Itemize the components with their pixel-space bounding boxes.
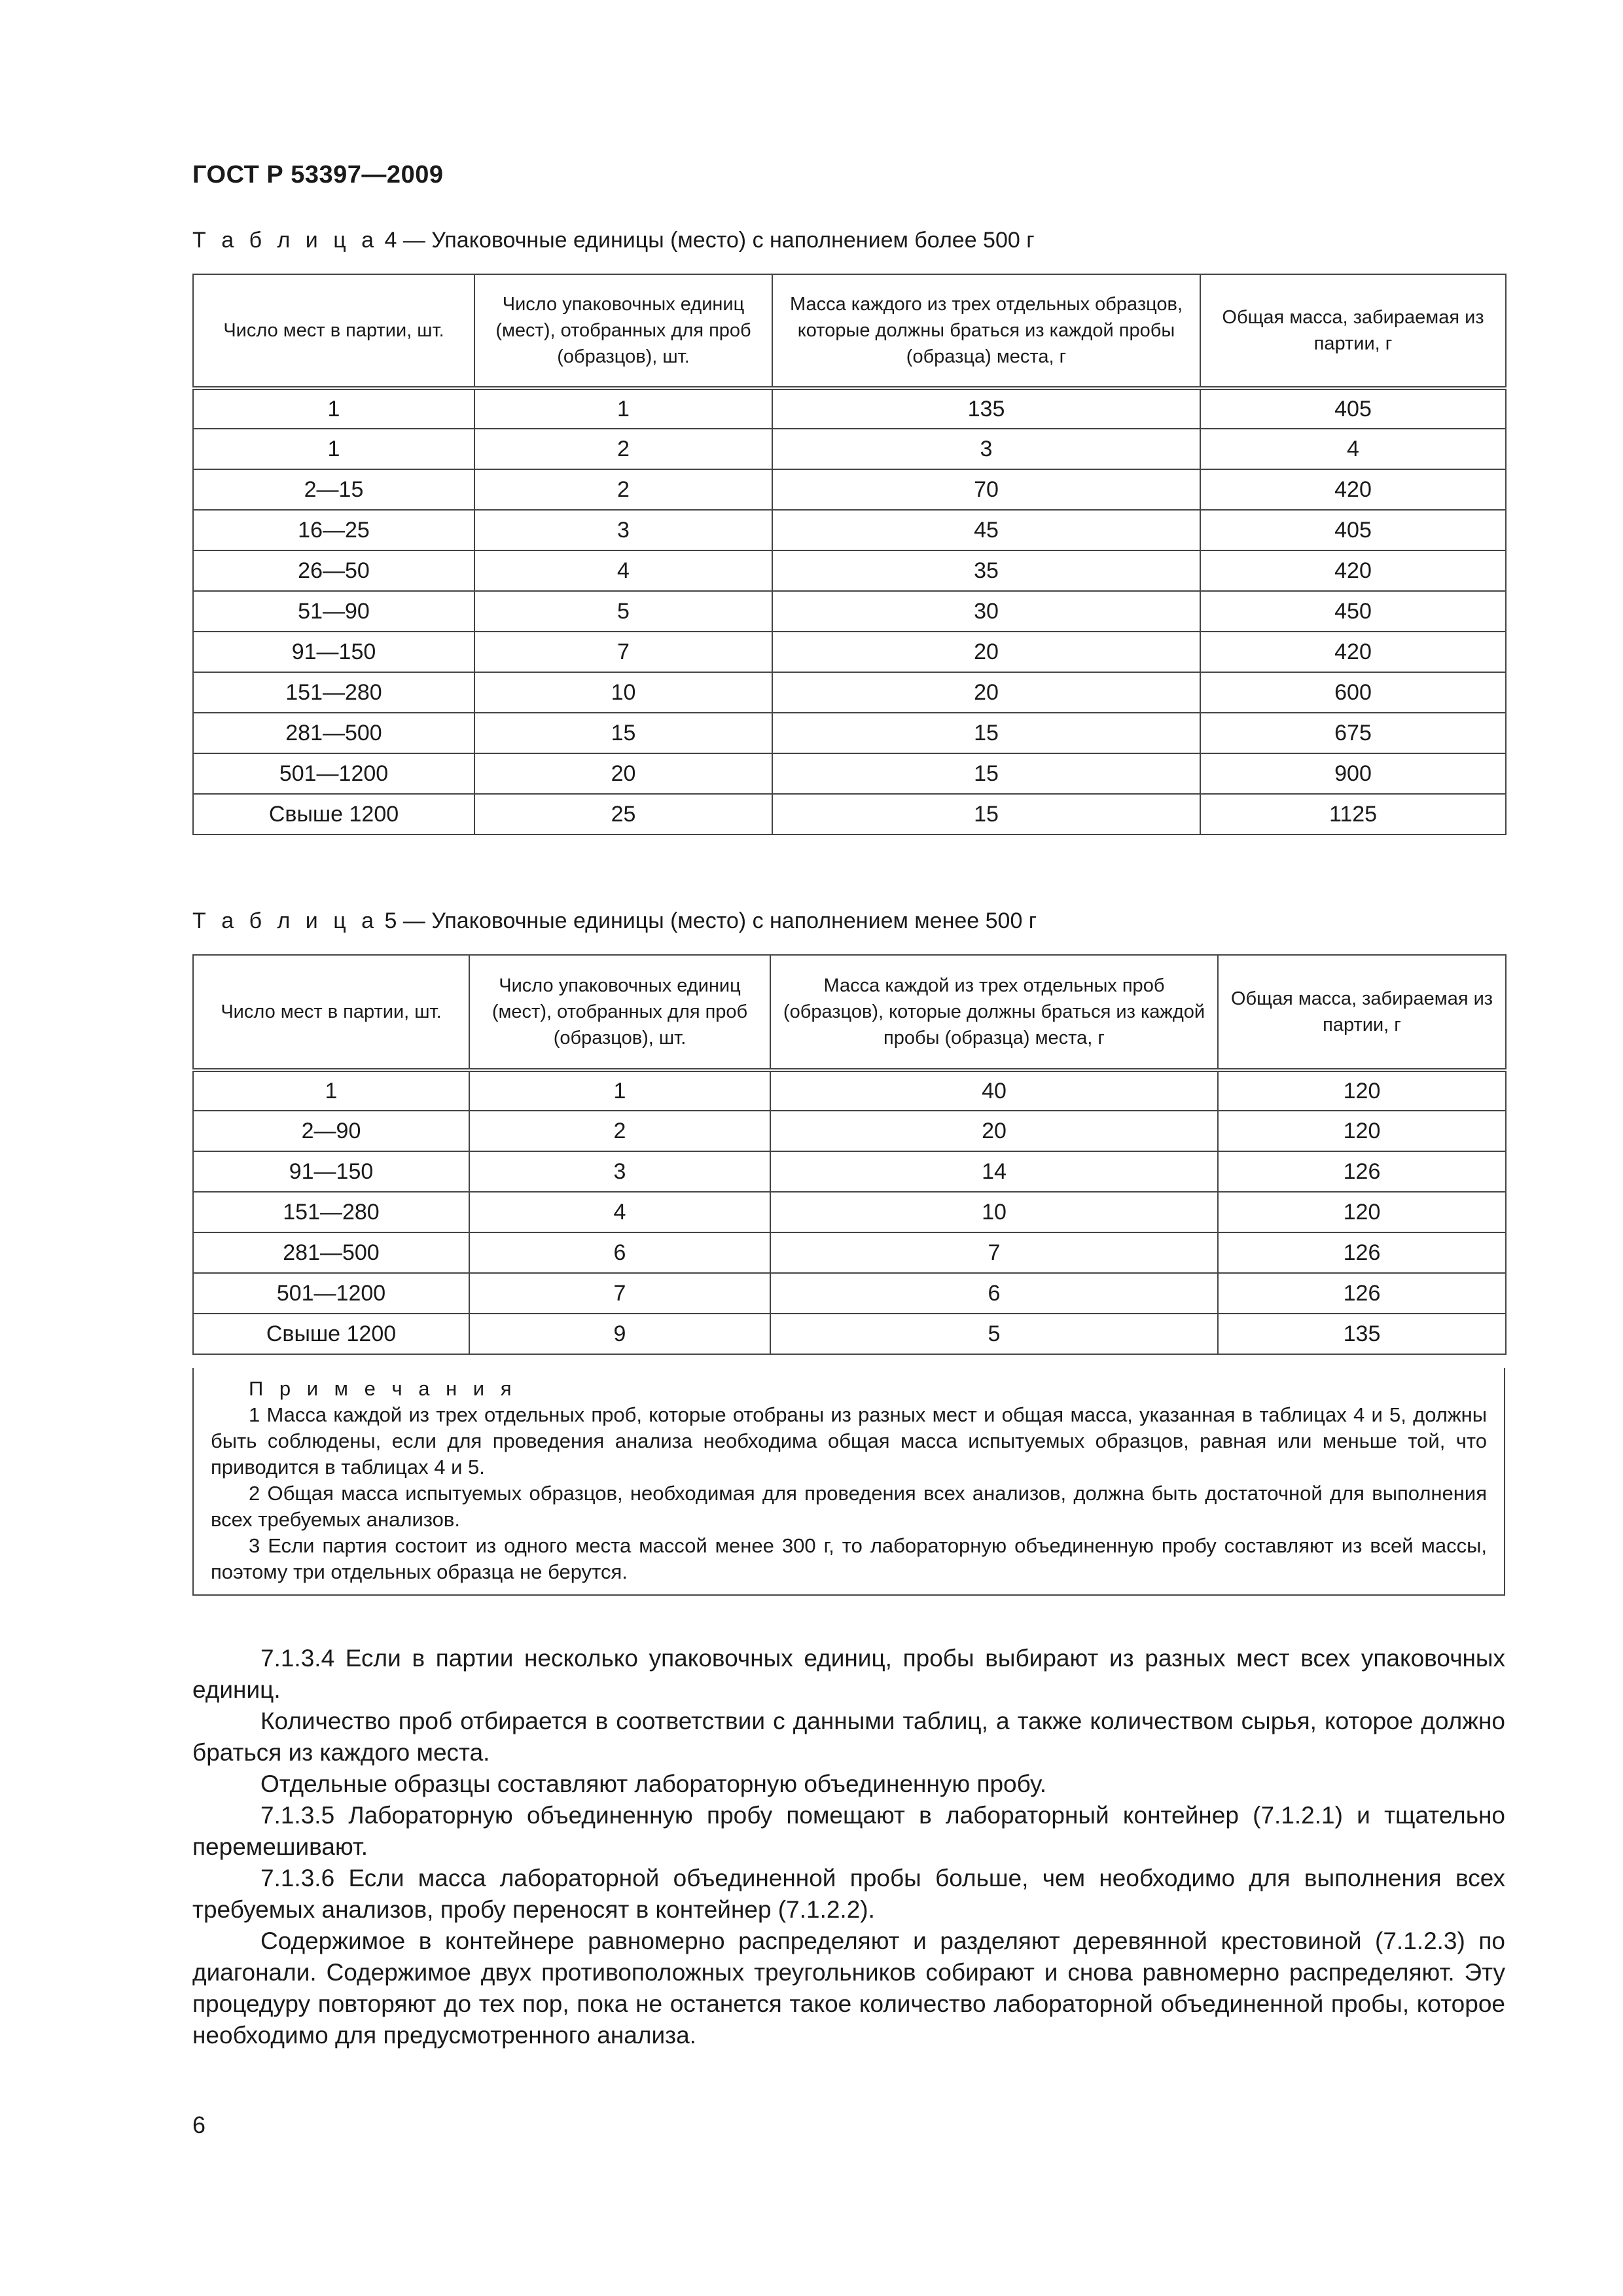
table-cell: 20 [770,1111,1218,1151]
table-cell: 5 [474,591,772,632]
table-row [193,1111,1506,1151]
table5-caption-text: 5 — Упаковочные единицы (место) с наполнением менее 500 г [384,908,1037,933]
table-cell: 126 [1218,1151,1506,1192]
table-cell: 10 [474,672,772,713]
table-cell: 135 [772,388,1200,429]
table-cell: 26—50 [193,550,474,591]
document-header: ГОСТ Р 53397—2009 [192,161,444,188]
table-cell: 70 [772,469,1200,510]
table-cell: 45 [772,510,1200,550]
table-cell: 20 [474,753,772,794]
table-cell: 16—25 [193,510,474,550]
table-cell: 2 [474,469,772,510]
table-row [193,469,1506,510]
table-cell: 7 [474,632,772,672]
table-row [193,1070,1506,1111]
table-cell: 126 [1218,1273,1506,1314]
table4-header-units: Число упаковочных единиц (мест), отобранных для проб (образцов), шт. [474,274,772,388]
table-cell: 151—280 [193,1192,469,1232]
table-cell: Свыше 1200 [193,1314,469,1354]
body-paragraph: Отдельные образцы составляют лабораторную объединенную пробу. [260,1770,1047,1797]
table-cell: 450 [1200,591,1506,632]
table-cell: 91—150 [193,632,474,672]
table-cell: 40 [770,1070,1218,1111]
table4-caption [192,228,1035,253]
table-cell: 91—150 [193,1151,469,1192]
table-cell: 4 [469,1192,770,1232]
table5-caption-prefix: Т а б л и ц а [192,908,379,933]
table-cell: 405 [1200,388,1506,429]
table-cell: 30 [772,591,1200,632]
table-row [193,1151,1506,1192]
table-cell: 420 [1200,469,1506,510]
table-cell: 15 [772,753,1200,794]
table-cell: 2 [474,429,772,469]
page-number: 6 [192,2111,206,2138]
table-cell: 4 [1200,429,1506,469]
table-cell: 2—90 [193,1111,469,1151]
body-paragraph: Содержимое в контейнере равномерно распределяют и разделяют деревянной крестовиной (7.1.2.3) по диагонали. Содержимое двух противоположных треугольников собирают и снова равномерно распределяют. Эту процедуру повторяют до тех пор, пока не останется такое количество лабораторной объединенной пробы, которое необходимо для предусмотренного анализа. [192,1928,1505,2049]
table-cell: 6 [770,1273,1218,1314]
table-row [193,632,1506,672]
table-cell: 135 [1218,1314,1506,1354]
table-row [193,429,1506,469]
table-row [193,753,1506,794]
body-paragraph: 7.1.3.4 Если в партии несколько упаковочных единиц, пробы выбирают из разных мест всех упаковочных единиц. [192,1645,1505,1703]
body-paragraph: 7.1.3.6 Если масса лабораторной объединенной пробы больше, чем необходимо для выполнения всех требуемых анализов, пробу переносят в контейнер (7.1.2.2). [192,1865,1505,1923]
note-item: 3 Если партия состоит из одного места массой менее 300 г, то лабораторную объединенную пробу составляют из всей массы, поэтому три отдельных образца не берутся. [211,1534,1487,1583]
table-cell: 1 [193,429,474,469]
table4-caption-text: 4 — Упаковочные единицы (место) с наполнением более 500 г [384,228,1035,253]
note-item: 2 Общая масса испытуемых образцов, необходимая для проведения всех анализов, должна быть достаточной для выполнения всех требуемых анализов. [211,1482,1487,1531]
table-cell: 1 [193,1070,469,1111]
table5-header-units: Число упаковочных единиц (мест), отобранных для проб (образцов), шт. [469,955,770,1070]
table-cell: 15 [474,713,772,753]
table-cell: 6 [469,1232,770,1273]
table-cell: 7 [770,1232,1218,1273]
table-row [193,1314,1506,1354]
notes-title: П р и м е ч а н и я [249,1377,517,1400]
table-cell: 405 [1200,510,1506,550]
table-row [193,1232,1506,1273]
table-cell: 900 [1200,753,1506,794]
table-cell: 1 [469,1070,770,1111]
table-cell: 2—15 [193,469,474,510]
table-cell: 15 [772,794,1200,834]
table-cell: 10 [770,1192,1218,1232]
body-paragraph: Количество проб отбирается в соответствии с данными таблиц, а также количеством сырья, которое должно браться из каждого места. [192,1708,1505,1766]
table-cell: 5 [770,1314,1218,1354]
table5-caption [192,908,1037,934]
table-cell: 501—1200 [193,753,474,794]
table-cell: 3 [474,510,772,550]
table4-header-total-mass: Общая масса, забираемая из партии, г [1200,274,1506,388]
table-cell: 2 [469,1111,770,1151]
table-cell: 15 [772,713,1200,753]
table4-header-mass-each: Масса каждого из трех отдельных образцов, которые должны браться из каждой пробы (образца) места, г [772,274,1200,388]
table-cell: 4 [474,550,772,591]
table-row [193,388,1506,429]
table-row [193,510,1506,550]
table-row [193,1192,1506,1232]
table5-header-places: Число мест в партии, шт. [193,955,469,1070]
table-cell: 151—280 [193,672,474,713]
table-row [193,713,1506,753]
table-cell: 1 [474,388,772,429]
table-row [193,672,1506,713]
table-cell: 7 [469,1273,770,1314]
table-cell: 3 [772,429,1200,469]
table-cell: 14 [770,1151,1218,1192]
table-cell: 675 [1200,713,1506,753]
table4-caption-prefix: Т а б л и ц а [192,228,379,253]
table-row [193,1273,1506,1314]
table-cell: 281—500 [193,713,474,753]
table-cell: 20 [772,632,1200,672]
table-cell: 1125 [1200,794,1506,834]
table-cell: 120 [1218,1111,1506,1151]
body-paragraph: 7.1.3.5 Лабораторную объединенную пробу помещают в лабораторный контейнер (7.1.2.1) и тщательно перемешивают. [192,1802,1505,1860]
table-cell: 120 [1218,1192,1506,1232]
table-cell: 35 [772,550,1200,591]
table-cell: 9 [469,1314,770,1354]
table-cell: 600 [1200,672,1506,713]
table-cell: 420 [1200,550,1506,591]
table-cell: 420 [1200,632,1506,672]
table5-header-total-mass: Общая масса, забираемая из партии, г [1218,955,1506,1070]
table-row [193,550,1506,591]
body-text [192,1643,1505,2051]
table-cell: 3 [469,1151,770,1192]
table-cell: 126 [1218,1232,1506,1273]
table-cell: 25 [474,794,772,834]
table4-header-places: Число мест в партии, шт. [193,274,474,388]
table-cell: 1 [193,388,474,429]
table5 [192,954,1507,1355]
table5-header-mass-each: Масса каждой из трех отдельных проб (образцов), которые должны браться из каждой пробы (образца) места, г [770,955,1218,1070]
note-item: 1 Масса каждой из трех отдельных проб, которые отобраны из разных мест и общая масса, указанная в таблицах 4 и 5, должны быть соблюдены, если для проведения анализа необходима общая масса испытуемых образцов, равная или меньше той, что приводится в таблицах 4 и 5. [211,1403,1487,1479]
table-cell: 501—1200 [193,1273,469,1314]
table-row [193,794,1506,834]
table-cell: Свыше 1200 [193,794,474,834]
table-cell: 20 [772,672,1200,713]
table-row [193,591,1506,632]
table-cell: 120 [1218,1070,1506,1111]
table5-notes [192,1368,1505,1596]
table-cell: 51—90 [193,591,474,632]
table-cell: 281—500 [193,1232,469,1273]
table4 [192,274,1507,835]
